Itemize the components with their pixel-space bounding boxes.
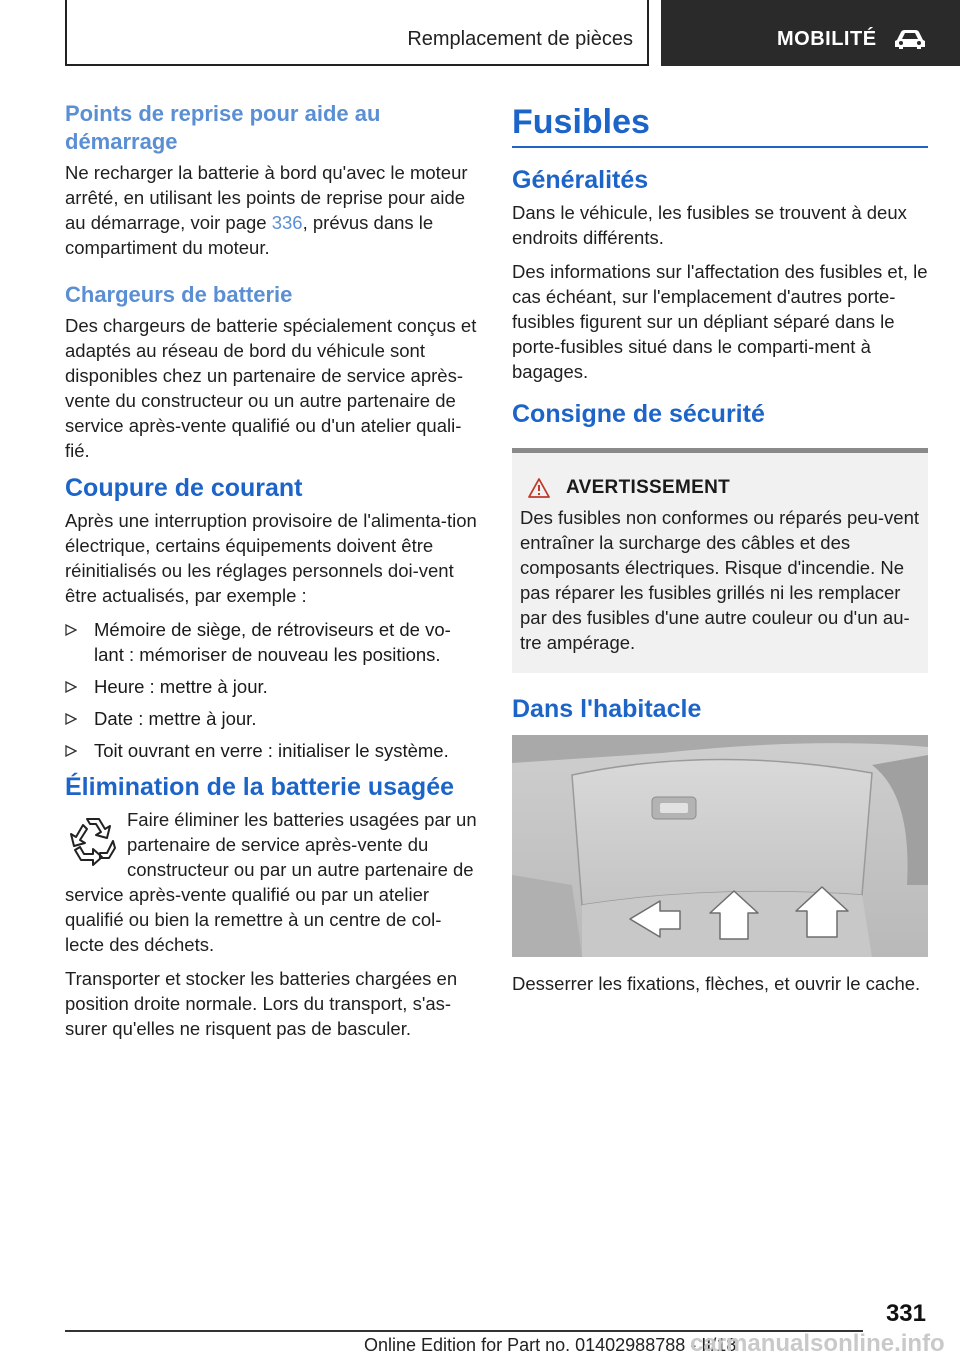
disposal-heading: Élimination de la batterie usagée [65,773,455,801]
fuses-title: Fusibles [512,100,928,148]
power-cut-heading: Coupure de courant [65,474,303,502]
safety-heading: Consigne de sécurité [512,400,765,428]
header-chapter-title: MOBILITÉ [777,28,877,50]
warning-header [528,477,920,499]
header-section-box [65,0,649,66]
page-header [0,0,960,66]
triangle-bullet-icon [65,681,77,693]
disposal-block [65,807,480,966]
header-chapter-box [661,0,960,66]
cabin-heading: Dans l'habitacle [512,695,702,723]
recycle-icon [65,811,121,867]
chargers-paragraph: Des chargeurs de batterie spécialement conçus et adaptés au réseau de bord du véhicule sont disponibles chez un partenaire de service après-vente du constructeur ou un autre partenaire de service après-vente qualifié ou d'un atelier quali‐fié. [65,315,477,461]
disposal-paragraph-2: Transporter et stocker les batteries chargées en position droite normale. Lors du transport, s'as‐surer qu'elles ne risquent pas de basculer. [65,968,458,1039]
jump-start-paragraph: Ne recharger la batterie à bord qu'avec le moteur arrêté, en utilisant les points de reprise pour aide au démarrage, voir page 336, prévus dans le compartiment du moteur. [65,162,468,258]
general-heading: Généralités [512,166,649,194]
disposal-paragraph-1: Faire éliminer les batteries usagées par un partenaire de service après-vente du constructeur ou par un autre partenaire de service après-vente qualifié ou par un atelier qualifié ou bien la remettre à un centre de col‐lecte des déchets. [65,809,477,955]
header-section-title: Remplacement de pièces [407,28,633,50]
general-paragraph-2: Des informations sur l'affectation des fusibles et, le cas échéant, sur l'emplacement d'autres porte-fusibles figurent sur un dépliant séparé dans le porte-fusibles situé dans le comparti‐ment à bagages. [512,261,928,382]
photo-caption: Desserrer les fixations, flèches, et ouvrir le cache. [512,973,921,994]
list-item: Mémoire de siège, de rétroviseurs et de vo‐lant : mémoriser de nouveau les positions. [65,617,480,667]
triangle-bullet-icon [65,713,77,725]
triangle-bullet-icon [65,624,77,636]
list-item: Toit ouvrant en verre : initialiser le système. [65,738,480,763]
left-column [65,100,480,1050]
page-number: 331 [885,1300,926,1327]
chargers-heading: Chargeurs de batterie [65,282,293,307]
list-item: Date : mettre à jour. [65,706,480,731]
warning-triangle-icon [528,478,550,498]
warning-text: Des fusibles non conformes ou réparés peu‐vent entraîner la surcharge des câbles et des composants électriques. Risque d'incendie. Ne pas réparer les fusibles grillés ni les remplacer par des fusibles d'une autre couleur ou d'un au‐tre ampérage. [520,507,919,653]
general-paragraph-1: Dans le véhicule, les fusibles se trouvent à deux endroits différents. [512,202,907,248]
watermark: carmanualsonline.info [690,1330,945,1357]
warning-box [512,448,928,673]
warning-title: AVERTISSEMENT [566,477,731,498]
power-cut-paragraph: Après une interruption provisoire de l'alimenta‐tion électrique, certains équipements doivent être réinitialisés ou les réglages personnels doi‐vent être actualisés, par exemple : [65,510,477,606]
car-icon [893,28,927,50]
jump-start-heading: Points de reprise pour aide au démarrage [65,101,381,154]
triangle-bullet-icon [65,745,77,757]
glovebox-photo [512,735,928,957]
edition-text: Online Edition for Part no. 01402988788 - II/18 [364,1335,737,1355]
power-cut-list [65,617,480,763]
page-link[interactable]: 336 [271,212,303,233]
list-item: Heure : mettre à jour. [65,674,480,699]
right-column [512,100,928,1005]
